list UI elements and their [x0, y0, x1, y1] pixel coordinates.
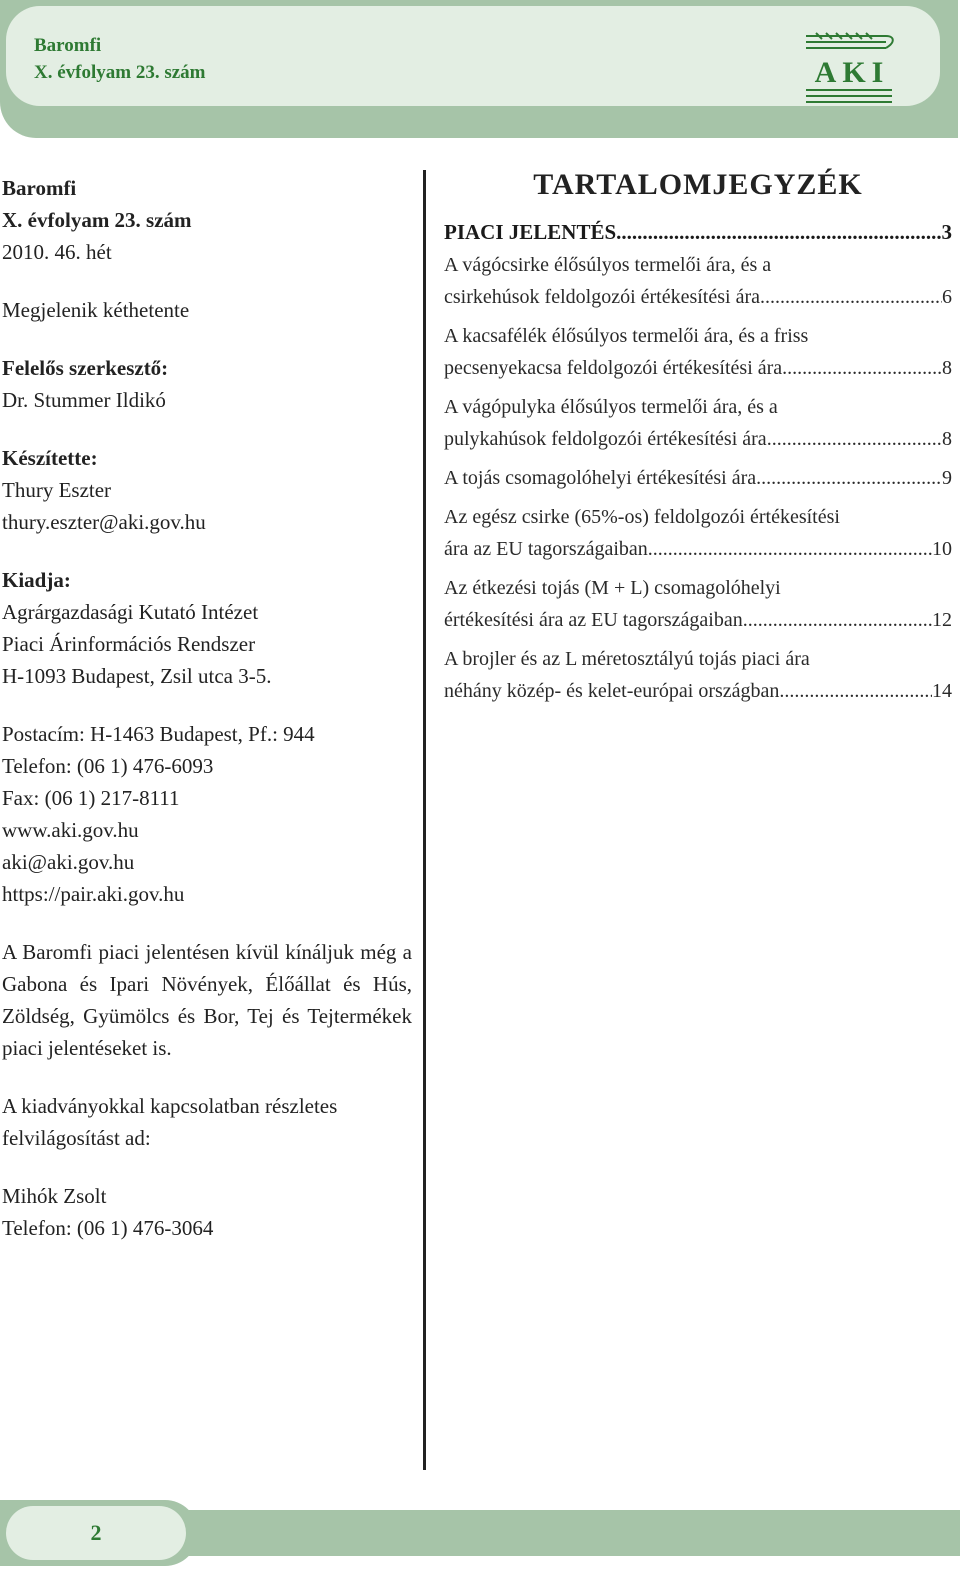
logo-text: AKI — [814, 56, 890, 89]
imprint-week: 2010. 46. hét — [2, 240, 112, 264]
toc-item-line1: Az étkezési tojás (M + L) csomagolóhelyi — [444, 577, 781, 599]
aki-logo — [802, 28, 902, 108]
publisher-label: Kiadja: — [2, 568, 71, 592]
header-line-2: X. évfolyam 23. szám — [34, 62, 206, 83]
publisher-line-3: H-1093 Budapest, Zsil utca 3-5. — [2, 664, 272, 688]
toc-item-line1: A vágócsirke élősúlyos termelői ára, és a — [444, 254, 772, 276]
toc-leader — [767, 423, 942, 455]
toc-title: TARTALOMJEGYZÉK — [533, 168, 863, 201]
toc-leader — [616, 220, 941, 245]
toc-item-line1: A kacsafélék élősúlyos termelői ára, és a friss — [444, 325, 809, 347]
prepared-email[interactable]: thury.eszter@aki.gov.hu — [2, 510, 206, 534]
toc-item-line2: pecsenyekacsa feldolgozói értékesítési ára — [444, 357, 783, 379]
toc-item[interactable] — [444, 391, 952, 455]
toc-item-page: 6 — [942, 286, 952, 308]
fax: Fax: (06 1) 217-8111 — [2, 786, 180, 810]
toc-item-page: 8 — [942, 357, 952, 379]
phone: Telefon: (06 1) 476-6093 — [2, 754, 214, 778]
imprint-title: Baromfi — [2, 176, 77, 200]
imprint-volume: X. évfolyam 23. szám — [2, 208, 192, 232]
info-paragraph: A kiadványokkal kapcsolatban részletes felvilágosítást ad: — [2, 1094, 338, 1150]
toc-item[interactable] — [444, 462, 952, 494]
page-number: 2 — [90, 1520, 102, 1545]
toc-section-page: 3 — [941, 220, 952, 244]
imprint-frequency: Megjelenik kéthetente — [2, 298, 190, 322]
toc-leader — [648, 533, 932, 565]
toc-item-line2: pulykahúsok feldolgozói értékesítési ára — [444, 428, 767, 450]
toc-item-page: 8 — [942, 428, 952, 450]
toc-item[interactable] — [444, 643, 952, 707]
toc-leader — [779, 675, 932, 707]
website-link[interactable]: www.aki.gov.hu — [2, 818, 139, 842]
toc-item-line2: ára az EU tagországaiban — [444, 538, 648, 560]
toc-item-line1: A brojler és az L méretosztályú tojás piaci ára — [444, 648, 810, 670]
toc-item[interactable] — [444, 320, 952, 384]
editor-label: Felelős szerkesztő: — [2, 356, 169, 380]
contact-name: Mihók Zsolt — [2, 1184, 107, 1208]
toc-item-line2: néhány közép- és kelet-európai országban — [444, 680, 780, 702]
header-line-1: Baromfi — [34, 35, 102, 56]
toc-item-page: 12 — [932, 609, 952, 631]
toc-item-line1: A vágópulyka élősúlyos termelői ára, és a — [444, 396, 778, 418]
toc-item-line2: A tojás csomagolóhelyi értékesítési ára — [444, 467, 757, 489]
toc-section[interactable] — [444, 220, 952, 245]
prepared-label: Készítette: — [2, 446, 98, 470]
contact-phone: Telefon: (06 1) 476-3064 — [2, 1216, 214, 1240]
toc-item-page: 10 — [932, 538, 952, 560]
prepared-name: Thury Eszter — [2, 478, 112, 502]
toc-leader — [760, 281, 942, 313]
offer-paragraph: A Baromfi piaci jelentésen kívül kínáljuk még a Gabona és Ipari Növények, Élőállat és Hús, Zöldség, Gyümölcs és Bor, Tej és Tejtermékek piaci jelentéseket is. — [2, 940, 412, 1060]
imprint-column — [2, 172, 412, 1244]
table-of-contents — [444, 168, 952, 714]
toc-item-line2: csirkehúsok feldolgozói értékesítési ára — [444, 286, 760, 308]
toc-item[interactable] — [444, 501, 952, 565]
pair-link[interactable]: https://pair.aki.gov.hu — [2, 882, 185, 906]
toc-item[interactable] — [444, 572, 952, 636]
header-title — [34, 32, 206, 86]
toc-item-line2: értékesítési ára az EU tagországaiban — [444, 609, 743, 631]
publisher-line-2: Piaci Árinformációs Rendszer — [2, 632, 256, 656]
toc-item-page: 9 — [942, 467, 952, 489]
publisher-line-1: Agrárgazdasági Kutató Intézet — [2, 600, 259, 624]
toc-leader — [782, 352, 942, 384]
toc-section-label: PIACI JELENTÉS — [444, 220, 617, 244]
toc-item[interactable] — [444, 249, 952, 313]
postal-address: Postacím: H-1463 Budapest, Pf.: 944 — [2, 722, 315, 746]
toc-item-page: 14 — [932, 680, 952, 702]
toc-leader — [743, 604, 932, 636]
editor-name: Dr. Stummer Ildikó — [2, 388, 166, 412]
toc-leader — [756, 462, 942, 494]
email-link[interactable]: aki@aki.gov.hu — [2, 850, 135, 874]
toc-item-line1: Az egész csirke (65%-os) feldolgozói értékesítési — [444, 506, 840, 528]
column-divider — [423, 170, 426, 1470]
